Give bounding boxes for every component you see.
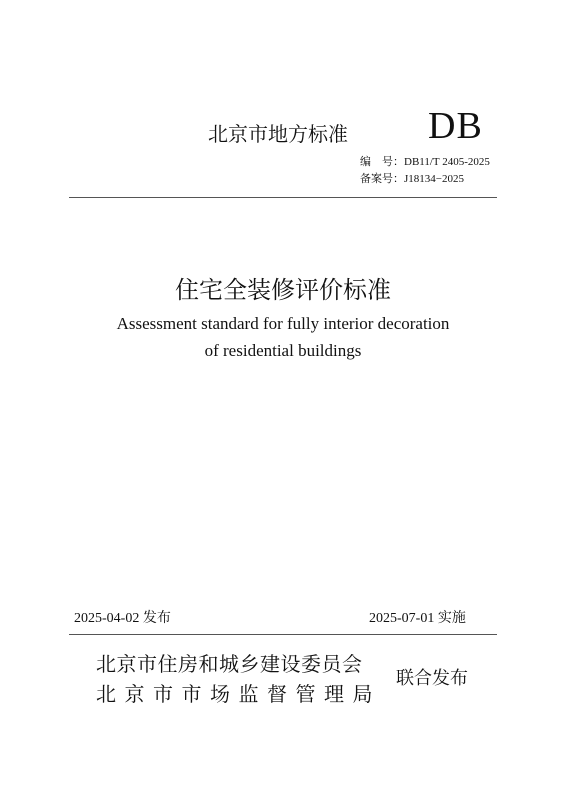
title-chinese: 住宅全装修评价标准 [175, 276, 391, 304]
implement-date-value: 2025-07-01 [369, 611, 435, 626]
publish-date [74, 607, 171, 627]
joint-issue-label: 联合发布 [396, 668, 468, 689]
standard-category: 北京市地方标准 [208, 122, 348, 146]
title-english-line2: of residential buildings [204, 341, 362, 360]
standard-number-label: 编 号： [360, 155, 404, 168]
issuer-market-supervision: 北京市市场监督管理局 [96, 682, 381, 706]
standard-number-value: DB11/T 2405-2025 [404, 156, 490, 168]
issuer-housing-commission: 北京市住房和城乡建设委员会 [96, 652, 363, 676]
implement-label: 实施 [437, 610, 466, 626]
title-english-line1: Assessment standard for fully interior decoration [116, 314, 450, 333]
record-number [360, 170, 464, 186]
implement-date [369, 607, 466, 627]
record-number-value: J18134−2025 [404, 173, 464, 185]
record-number-label: 备案号： [360, 172, 404, 185]
db-mark: DB [428, 105, 483, 147]
standard-number [360, 153, 490, 169]
top-divider [69, 197, 497, 198]
publish-date-value: 2025-04-02 [74, 611, 140, 626]
publish-label: 发布 [142, 610, 171, 626]
bottom-divider [69, 634, 497, 635]
